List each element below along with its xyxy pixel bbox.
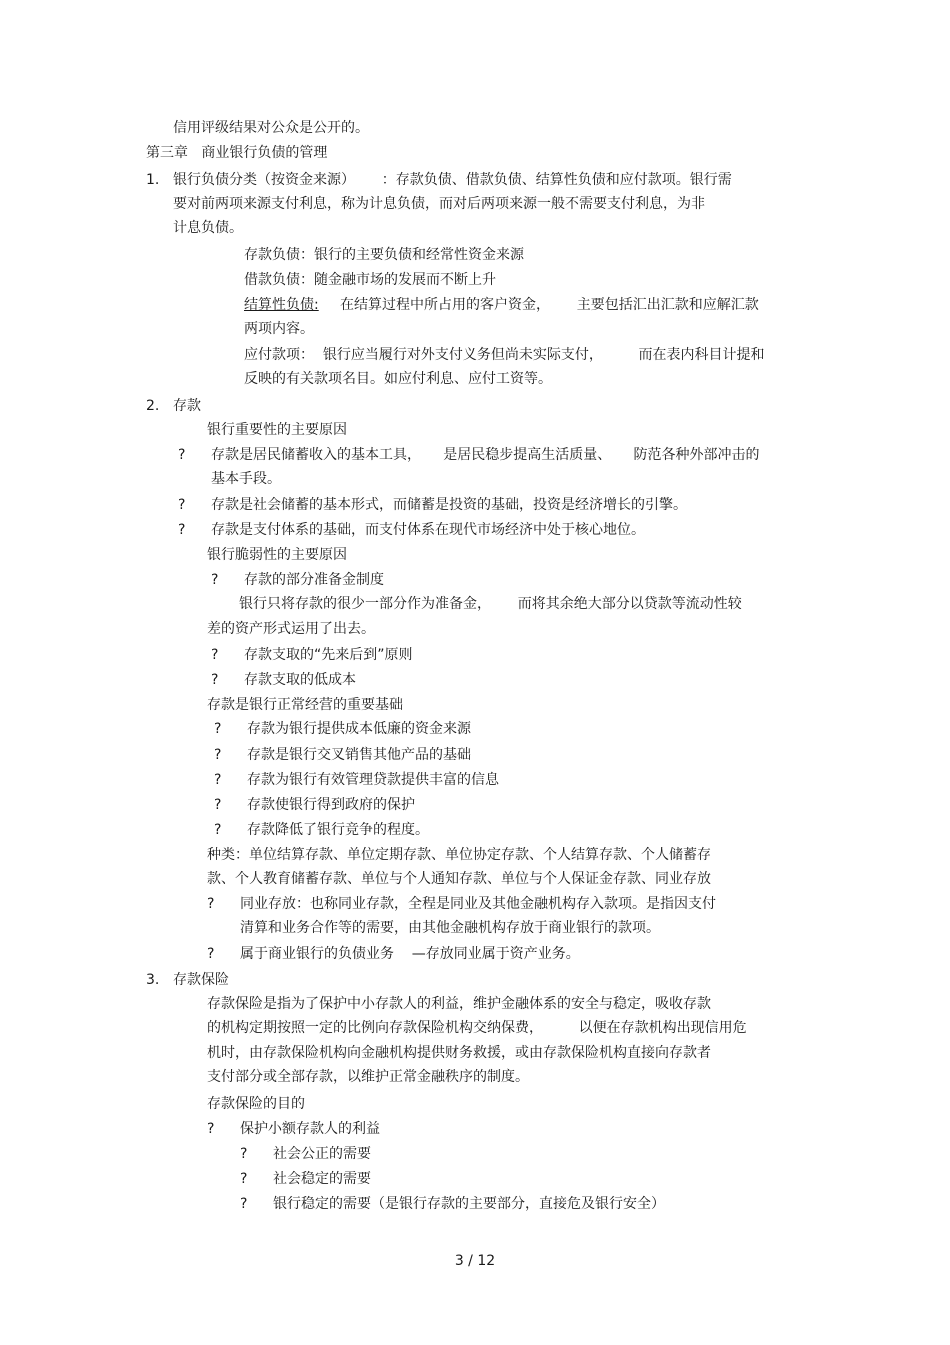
text-line: 银行脆弱性的主要原因 (207, 547, 347, 563)
bullet-marker: ? (211, 672, 219, 688)
bullet-marker: ? (178, 447, 186, 463)
text-line: 银行只将存款的很少一部分作为准备金， 而将其余绝大部分以贷款等流动性较 (239, 596, 742, 612)
text-line: 1. (146, 172, 160, 188)
bullet-marker: ? (240, 1171, 248, 1187)
bullet-marker: ? (214, 747, 222, 763)
text-line: 款、个人教育储蓄存款、单位与个人通知存款、单位与个人保证金存款、同业存放 (207, 871, 711, 887)
text-line: 清算和业务合作等的需要，由其他金融机构存放于商业银行的款项。 (240, 920, 660, 936)
text-line: 存款为银行有效管理贷款提供丰富的信息 (247, 772, 499, 788)
text-line: 存款降低了银行竞争的程度。 (247, 822, 429, 838)
text-line: 银行稳定的需要（是银行存款的主要部分，直接危及银行安全） (273, 1196, 665, 1212)
bullet-marker: ? (207, 896, 215, 912)
text-line: 差的资产形式运用了出去。 (207, 621, 375, 637)
text-line: 存款是银行正常经营的重要基础 (207, 697, 403, 713)
text-line: 存款保险 (173, 972, 229, 988)
text-line: 存款保险的目的 (207, 1096, 305, 1112)
text-line: 同业存放：也称同业存款，全程是同业及其他金融机构存入款项。是指因支付 (240, 896, 716, 912)
text-line: 存款负债：银行的主要负债和经常性资金来源 (244, 247, 524, 263)
bullet-marker: ? (207, 946, 215, 962)
bullet-marker: ? (178, 522, 186, 538)
text-line: 存款为银行提供成本低廉的资金来源 (247, 721, 471, 737)
text-line: 的机构定期按照一定的比例向存款保险机构交纳保费， 以便在存款机构出现信用危 (207, 1020, 747, 1036)
text-line: 存款保险是指为了保护中小存款人的利益，维护金融体系的安全与稳定，吸收存款 (207, 996, 711, 1012)
text-line: 2. (146, 398, 160, 414)
text-line: 机时，由存款保险机构向金融机构提供财务救援，或由存款保险机构直接向存款者 (207, 1045, 711, 1061)
text-line: 存款支取的“先来后到”原则 (244, 647, 413, 663)
text-line: 要对前两项来源支付利息，称为计息负债，而对后两项来源一般不需要支付利息，为非 (173, 196, 705, 212)
text-line: 银行重要性的主要原因 (207, 422, 347, 438)
text-line: 第三章 商业银行负债的管理 (146, 145, 328, 161)
text-line: 属于商业银行的负债业务 —存放同业属于资产业务。 (240, 946, 580, 962)
bullet-marker: ? (214, 822, 222, 838)
text-line: 存款是居民储蓄收入的基本工具， 是居民稳步提高生活质量、 防范各种外部冲击的 (211, 447, 760, 463)
page-number: 3 / 12 (454, 1253, 496, 1269)
text-line: 应付款项： 银行应当履行对外支付义务但尚未实际支付， 而在表内科目计提和 (244, 347, 765, 363)
text-line: 支付部分或全部存款，以维护正常金融秩序的制度。 (207, 1069, 529, 1085)
text-line: 存款使银行得到政府的保护 (247, 797, 415, 813)
text-line: 存款 (173, 398, 201, 414)
bullet-marker: ? (214, 772, 222, 788)
bullet-marker: ? (211, 572, 219, 588)
text-line: 结算性负债: (244, 297, 319, 313)
text-line: 基本手段。 (211, 471, 281, 487)
text-line: 借款负债：随金融市场的发展而不断上升 (244, 272, 496, 288)
text-line: 存款的部分准备金制度 (244, 572, 384, 588)
text-line: 存款支取的低成本 (244, 672, 356, 688)
text-line: 在结算过程中所占用的客户资金， 主要包括汇出汇款和应解汇款 (340, 297, 759, 313)
text-line: 银行负债分类（按资金来源） ：存款负债、借款负债、结算性负债和应付款项。银行需 (173, 172, 732, 188)
bullet-marker: ? (240, 1196, 248, 1212)
text-line: 存款是社会储蓄的基本形式，而储蓄是投资的基础，投资是经济增长的引擎。 (211, 497, 687, 513)
bullet-marker: ? (214, 797, 222, 813)
text-line: 信用评级结果对公众是公开的。 (173, 120, 369, 136)
text-line: 计息负债。 (173, 220, 243, 236)
text-line: 存款是银行交叉销售其他产品的基础 (247, 747, 471, 763)
bullet-marker: ? (240, 1146, 248, 1162)
bullet-marker: ? (214, 721, 222, 737)
bullet-marker: ? (178, 497, 186, 513)
text-line: 种类：单位结算存款、单位定期存款、单位协定存款、个人结算存款、个人储蓄存 (207, 847, 711, 863)
text-line: 两项内容。 (244, 321, 314, 337)
text-line: 社会稳定的需要 (273, 1171, 371, 1187)
bullet-marker: ? (207, 1121, 215, 1137)
bullet-marker: ? (211, 647, 219, 663)
text-line: 3. (146, 972, 160, 988)
text-line: 存款是支付体系的基础，而支付体系在现代市场经济中处于核心地位。 (211, 522, 645, 538)
text-line: 保护小额存款人的利益 (240, 1121, 380, 1137)
text-line: 反映的有关款项名目。如应付利息、应付工资等。 (244, 371, 552, 387)
text-line: 社会公正的需要 (273, 1146, 371, 1162)
